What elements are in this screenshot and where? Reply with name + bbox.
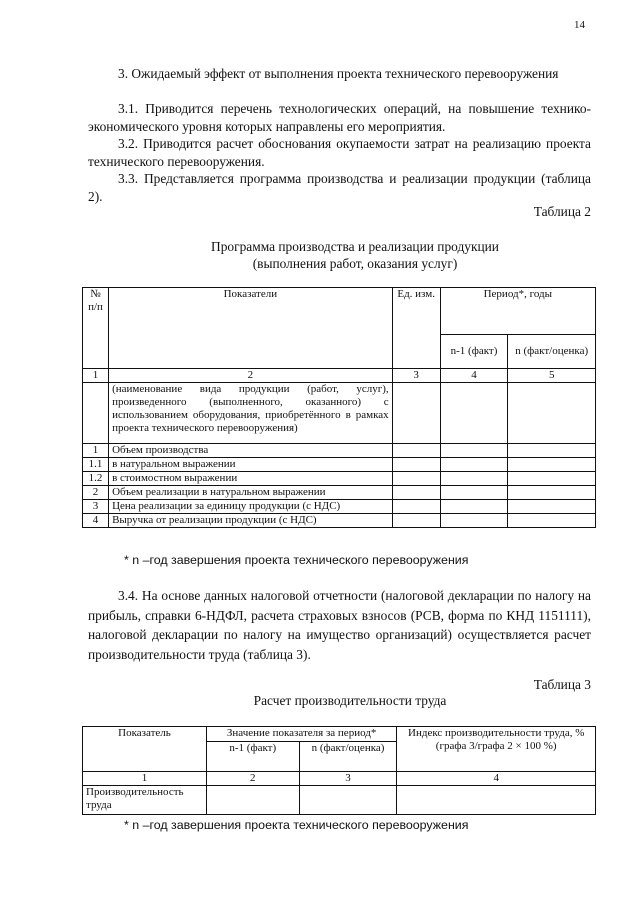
header-productivity-index: Индекс производительности труда, % (графа 3/графа 2 × 100 %) [397,727,596,772]
empty-cell [508,458,596,472]
row-label: Выручка от реализации продукции (с НДС) [109,514,393,528]
col-number: 4 [440,369,508,383]
col-number: 4 [397,772,596,786]
empty-cell [299,786,397,815]
table-row [83,500,596,514]
row-num: 3 [83,500,109,514]
empty-cell [440,500,508,514]
header-indicator: Показатель [83,727,207,772]
header-unit: Ед. изм. [392,288,440,369]
header-n-minus-1: n-1 (факт) [440,335,508,369]
table-row [83,458,596,472]
col-number: 1 [83,772,207,786]
table-2-title [120,238,590,272]
section-3-heading: 3. Ожидаемый эффект от выполнения проекта технического перевооружения [118,66,559,81]
empty-cell [508,444,596,458]
table-3-label: Таблица 3 [533,677,591,692]
header-indicators: Показатели [109,288,393,369]
col-number: 1 [83,369,109,383]
table-row [83,444,596,458]
empty-cell [392,472,440,486]
empty-cell [440,383,508,444]
empty-cell [392,444,440,458]
empty-cell [440,458,508,472]
table-row [83,472,596,486]
empty-cell [392,514,440,528]
empty-cell [508,500,596,514]
page-number: 14 [574,19,585,31]
empty-cell [508,383,596,444]
empty-cell [392,458,440,472]
table-row [83,486,596,500]
table-2-footnote: * n –год завершения проекта технического перевооружения [124,553,469,567]
header-n-minus-1: n-1 (факт) [206,742,299,772]
empty-cell [392,486,440,500]
table-3-title: Расчет производительности труда [253,693,447,708]
table-2-label: Таблица 2 [533,204,591,219]
header-n: n (факт/оценка) [508,335,596,369]
section-3-3-paragraph: 3.3. Представляется программа производства и реализации продукции (таблица 2). [88,171,591,204]
product-name-placeholder: (наименование вида продукции (работ, услуг), произведенного (выполненного, оказанного) с использованием оборудования, приобретённого в рамках проекта технического перевооружения) [109,383,393,444]
row-label: Производительность труда [83,786,207,815]
empty-cell [440,514,508,528]
header-value-for-period: Значение показателя за период* [206,727,396,742]
row-label: Объем реализации в натуральном выражении [109,486,393,500]
empty-cell [440,472,508,486]
empty-cell [508,472,596,486]
table-row [83,514,596,528]
row-num: 1.2 [83,472,109,486]
table-2-title-line-2: (выполнения работ, оказания услуг) [252,256,458,271]
col-number: 2 [206,772,299,786]
row-num: 4 [83,514,109,528]
row-num: 2 [83,486,109,500]
table-2-title-line-1: Программа производства и реализации продукции [211,239,499,254]
table-3-footnote: * n –год завершения проекта технического перевооружения [124,818,469,832]
row-num: 1 [83,444,109,458]
production-program-table [82,287,596,528]
empty-cell [440,444,508,458]
empty-cell [392,500,440,514]
header-n: n (факт/оценка) [299,742,397,772]
row-label: Цена реализации за единицу продукции (с НДС) [109,500,393,514]
table-row [83,786,596,815]
section-3-2-paragraph: 3.2. Приводится расчет обоснования окупаемости затрат на реализацию проекта технического перевооружения. [88,136,591,169]
empty-cell [508,514,596,528]
row-num: 1.1 [83,458,109,472]
col-number: 3 [299,772,397,786]
empty-cell [206,786,299,815]
empty-cell [440,486,508,500]
section-3-4-paragraph: 3.4. На основе данных налоговой отчетности (налоговой декларации по налогу на прибыль, справки 6-НДФЛ, расчета страховых взносов (РСВ, форма по КНД 1151111), налоговой декларации по налогу на имущество организаций) осуществляется расчет производительности труда (таблица 3). [88,588,591,662]
col-number: 5 [508,369,596,383]
empty-cell [392,383,440,444]
header-period: Период*, годы [440,288,595,335]
labor-productivity-table [82,726,596,815]
row-label: в стоимостном выражении [109,472,393,486]
col-number: 3 [392,369,440,383]
empty-cell [397,786,596,815]
section-3-1-paragraph: 3.1. Приводится перечень технологических операций, на повышение технико-экономического уровня которых направлены его мероприятия. [88,101,591,134]
header-num: № п/п [83,288,109,369]
col-number: 2 [109,369,393,383]
row-label: в натуральном выражении [109,458,393,472]
empty-cell [508,486,596,500]
row-label: Объем производства [109,444,393,458]
empty-cell [83,383,109,444]
